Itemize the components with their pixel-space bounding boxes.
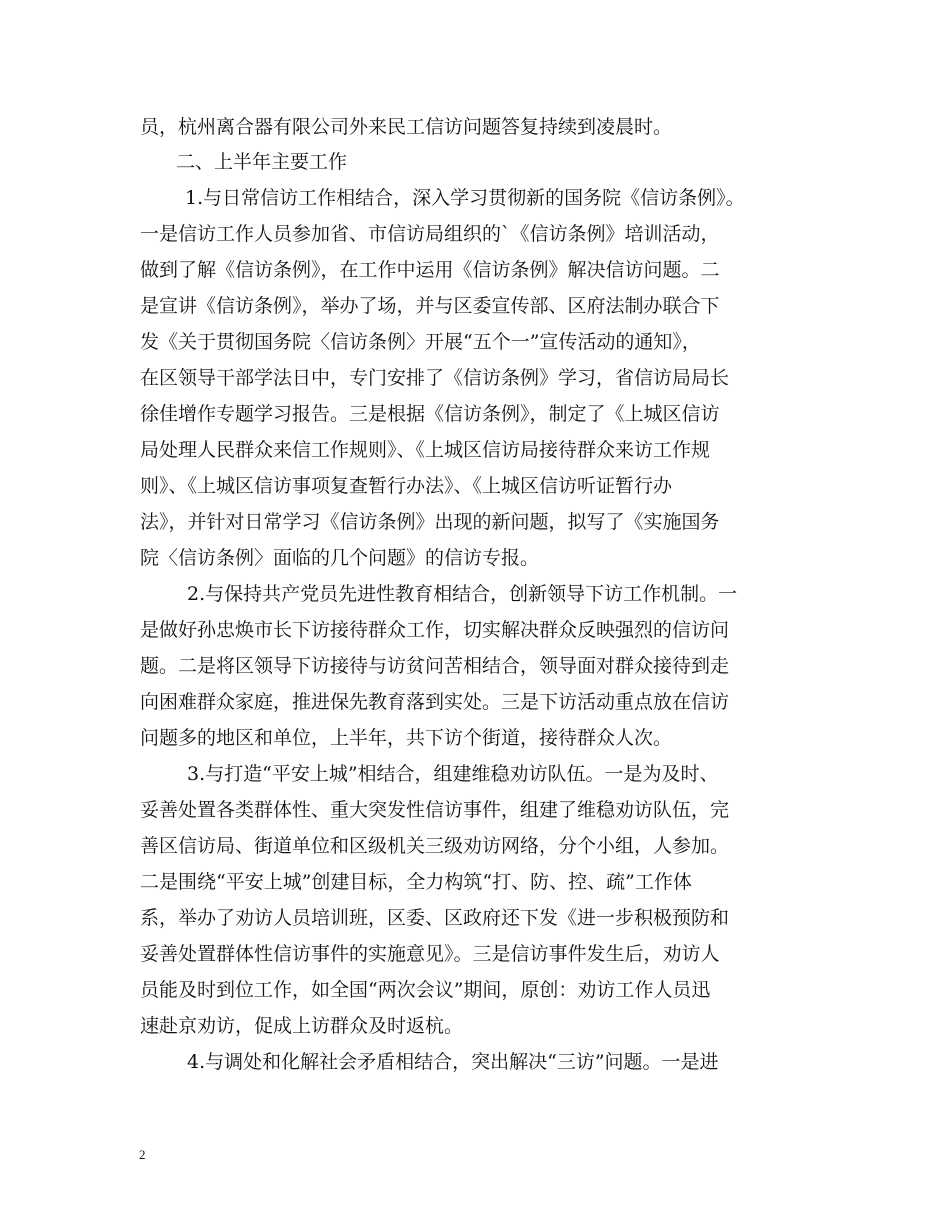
- text-line: 2.与保持共产党员先进性教育相结合，创新领导下访工作机制。一: [187, 583, 738, 605]
- text-line: 员能及时到位工作，如全国“两次会议”期间，原创：劝访工作人员迅: [140, 979, 711, 1001]
- text-line: 是宣讲《信访条例》，举办了场，并与区委宣传部、区府法制办联合下: [140, 295, 720, 317]
- text-line: 员，杭州离合器有限公司外来民工信访问题答复持续到凌晨时。: [140, 116, 673, 138]
- text-line: 在区领导干部学法日中，专门安排了《信访条例》学习，省信访局局长: [140, 367, 730, 389]
- text-line: 二是围绕“平安上城”创建目标，全力构筑“打、防、控、疏”工作体: [140, 871, 692, 893]
- text-line: 则》、《上城区信访事项复查暂行办法》、《上城区信访听证暂行办: [140, 475, 673, 497]
- text-line: 1.与日常信访工作相结合，深入学习贯彻新的国务院《信访条例》。: [185, 187, 745, 209]
- text-line: 系，举办了劝访人员培训班，区委、区政府还下发《进一步积极预防和: [140, 907, 730, 929]
- text-line: 妥善处置各类群体性、重大突发性信访事件，组建了维稳劝访队伍，完: [140, 799, 730, 821]
- section-heading: 二、上半年主要工作: [176, 151, 348, 173]
- text-line: 妥善处置群体性信访事件的实施意见》。三是信访事件发生后，劝访人: [140, 943, 720, 965]
- text-line: 发《关于贯彻国务院〈信访条例〉开展“五个一”宣传活动的通知》，: [140, 331, 701, 353]
- text-line: 题。二是将区领导下访接待与访贫问苦相结合，领导面对群众接待到走: [140, 655, 730, 677]
- text-line: 善区信访局、街道单位和区级机关三级劝访网络，分个小组，人参加。: [140, 835, 730, 857]
- text-line: 速赴京劝访，促成上访群众及时返杭。: [140, 1015, 464, 1037]
- text-line: 3.与打造“平安上城”相结合，组建维稳劝访队伍。一是为及时、: [187, 763, 719, 785]
- text-line: 做到了解《信访条例》，在工作中运用《信访条例》解决信访问题。二: [140, 259, 720, 281]
- text-line: 问题多的地区和单位，上半年，共下访个街道，接待群众人次。: [140, 727, 673, 749]
- text-line: 局处理人民群众来信工作规则》、《上城区信访局接待群众来访工作规: [140, 439, 711, 461]
- text-line: 一是信访工作人员参加省、市信访局组织的`《信访条例》培训活动，: [140, 223, 720, 245]
- text-line: 向困难群众家庭，推进保先教育落到实处。三是下访活动重点放在信访: [140, 691, 730, 713]
- text-line: 4.与调处和化解社会矛盾相结合，突出解决“三访”问题。一是进: [187, 1051, 719, 1073]
- text-line: 是做好孙忠焕市长下访接待群众工作，切实解决群众反映强烈的信访问: [140, 619, 730, 641]
- page-number: 2: [139, 1147, 146, 1162]
- text-line: 院〈信访条例〉面临的几个问题》的信访专报。: [140, 547, 540, 569]
- text-line: 法》，并针对日常学习《信访条例》出现的新问题，拟写了《实施国务: [140, 511, 720, 533]
- text-line: 徐佳增作专题学习报告。三是根据《信访条例》，制定了《上城区信访: [140, 403, 720, 425]
